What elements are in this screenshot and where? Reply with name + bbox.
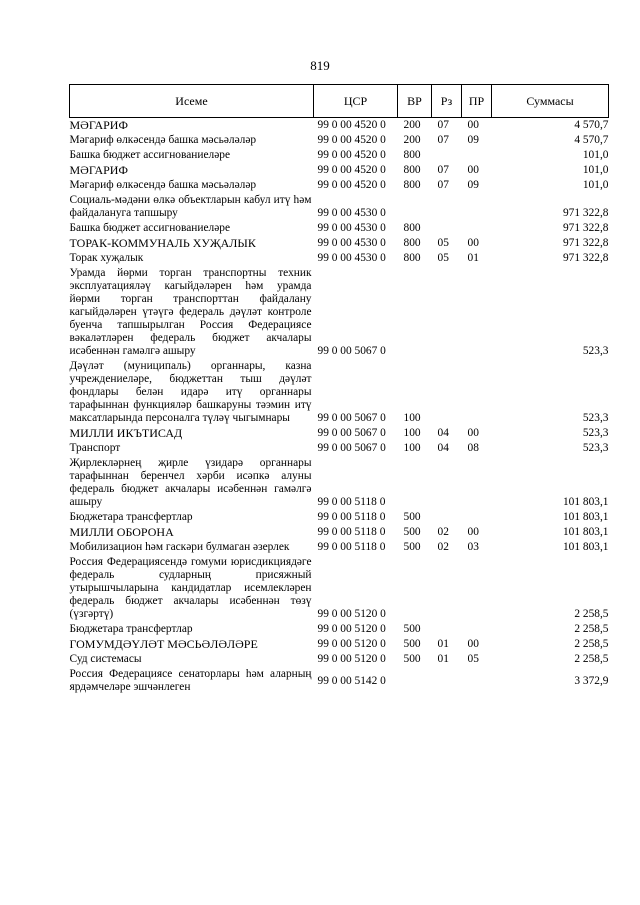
cell-csr: 99 0 00 5120 0 bbox=[317, 653, 386, 665]
cell-pr bbox=[462, 193, 492, 221]
table-body bbox=[70, 118, 609, 696]
cell-sum: 971 322,8 bbox=[562, 207, 609, 219]
cell-vr bbox=[398, 555, 432, 622]
cell-pr: 09 bbox=[467, 134, 479, 146]
cell-vr: 800 bbox=[403, 164, 421, 176]
cell-name: Торак хуҗалык bbox=[69, 252, 144, 264]
cell-vr: 500 bbox=[403, 511, 421, 523]
table-row bbox=[70, 456, 609, 510]
cell-pr bbox=[462, 359, 492, 426]
table-row bbox=[70, 133, 609, 148]
cell-vr: 800 bbox=[403, 149, 421, 161]
cell-sum: 101,0 bbox=[582, 164, 609, 176]
cell-pr: 03 bbox=[467, 541, 479, 553]
header-name: Исеме bbox=[70, 85, 314, 118]
cell-csr: 99 0 00 4520 0 bbox=[317, 134, 386, 146]
cell-rz: 01 bbox=[437, 638, 449, 650]
table-row bbox=[70, 555, 609, 622]
table-row bbox=[70, 193, 609, 221]
cell-rz bbox=[432, 193, 462, 221]
cell-name: МИЛЛИ ОБОРОНА bbox=[69, 525, 174, 539]
cell-sum: 523,3 bbox=[582, 442, 609, 454]
cell-rz bbox=[432, 667, 462, 695]
cell-csr: 99 0 00 5067 0 bbox=[317, 345, 386, 357]
table-row bbox=[70, 118, 609, 134]
cell-sum: 971 322,8 bbox=[562, 222, 609, 234]
cell-pr: 08 bbox=[467, 442, 479, 454]
cell-name: Бюджетара трансфертлар bbox=[69, 623, 193, 635]
header-sum: Суммасы bbox=[492, 85, 609, 118]
header-csr: ЦСР bbox=[314, 85, 398, 118]
cell-pr: 01 bbox=[467, 252, 479, 264]
cell-csr: 99 0 00 4530 0 bbox=[317, 222, 386, 234]
cell-pr: 00 bbox=[467, 164, 479, 176]
cell-sum: 971 322,8 bbox=[562, 237, 609, 249]
cell-rz: 02 bbox=[437, 541, 449, 553]
cell-name: МӘГАРИФ bbox=[69, 163, 128, 177]
table-row bbox=[70, 163, 609, 178]
cell-pr: 00 bbox=[467, 526, 479, 538]
cell-pr bbox=[462, 148, 492, 163]
table-row bbox=[70, 178, 609, 193]
cell-sum: 523,3 bbox=[582, 412, 609, 424]
cell-pr bbox=[462, 510, 492, 525]
cell-csr: 99 0 00 5118 0 bbox=[317, 496, 386, 508]
cell-vr: 800 bbox=[403, 179, 421, 191]
cell-name: Мәгариф өлкәсендә башка мәсьәләләр bbox=[69, 134, 257, 146]
cell-name: Башка бюджет ассигнованиеләре bbox=[69, 149, 231, 161]
cell-csr: 99 0 00 5067 0 bbox=[317, 427, 386, 439]
table-row bbox=[70, 251, 609, 266]
cell-rz: 04 bbox=[437, 442, 449, 454]
cell-vr: 800 bbox=[403, 237, 421, 249]
cell-name: Суд системасы bbox=[69, 653, 142, 665]
budget-table bbox=[69, 84, 609, 695]
table-row bbox=[70, 622, 609, 637]
cell-vr: 100 bbox=[403, 427, 421, 439]
cell-name: Урамда йөрми торган транспортны техник эксплуатацияләү кагыйдәләрен һәм урамда йөрми торган транспорттан файдалану кагыйдәләрен үтәүгә федераль дәүләт контроле буенча тапшырылган Россия Федерациясе вәкаләтләрен федераль бюджет акчалары исәбеннән гамәлгә ашыру bbox=[69, 267, 312, 357]
cell-vr bbox=[398, 456, 432, 510]
cell-rz bbox=[432, 148, 462, 163]
cell-sum: 523,3 bbox=[582, 345, 609, 357]
cell-vr: 200 bbox=[403, 119, 421, 131]
cell-sum: 971 322,8 bbox=[562, 252, 609, 264]
cell-rz bbox=[432, 266, 462, 359]
cell-rz: 07 bbox=[437, 164, 449, 176]
cell-pr bbox=[462, 221, 492, 236]
table-row bbox=[70, 359, 609, 426]
page-number: 819 bbox=[310, 58, 330, 73]
cell-name: Мобилизацион һәм гаскәри булмаган әзерлек bbox=[69, 541, 290, 553]
cell-name: ГОМУМДӘҮЛӘТ МӘСЬӘЛӘЛӘРЕ bbox=[69, 637, 258, 651]
cell-rz bbox=[432, 622, 462, 637]
table-row bbox=[70, 510, 609, 525]
cell-pr bbox=[462, 266, 492, 359]
cell-rz bbox=[432, 456, 462, 510]
table-row bbox=[70, 426, 609, 441]
cell-pr: 00 bbox=[467, 638, 479, 650]
cell-sum: 2 258,5 bbox=[574, 653, 609, 665]
cell-name: Җирлекләрнең җирле үзидарә органнары тарафыннан беренчел хәрби исәпкә алуны федераль бюджет акчалары исәбеннән гамәлгә ашыру bbox=[69, 457, 312, 508]
cell-rz bbox=[432, 221, 462, 236]
cell-sum: 2 258,5 bbox=[574, 608, 609, 620]
cell-vr: 500 bbox=[403, 623, 421, 635]
cell-sum: 101 803,1 bbox=[562, 511, 609, 523]
cell-rz: 07 bbox=[437, 179, 449, 191]
cell-vr: 500 bbox=[403, 653, 421, 665]
cell-rz: 05 bbox=[437, 252, 449, 264]
table-row bbox=[70, 667, 609, 695]
header-vr: ВР bbox=[398, 85, 432, 118]
cell-csr: 99 0 00 4530 0 bbox=[317, 207, 386, 219]
cell-vr bbox=[398, 266, 432, 359]
table-row bbox=[70, 236, 609, 251]
table-row bbox=[70, 266, 609, 359]
cell-sum: 101 803,1 bbox=[562, 526, 609, 538]
table-row bbox=[70, 637, 609, 652]
cell-csr: 99 0 00 5120 0 bbox=[317, 608, 386, 620]
table-row bbox=[70, 540, 609, 555]
cell-rz: 04 bbox=[437, 427, 449, 439]
cell-pr: 09 bbox=[467, 179, 479, 191]
table-row bbox=[70, 148, 609, 163]
cell-name: Башка бюджет ассигнованиеләре bbox=[69, 222, 231, 234]
cell-vr: 800 bbox=[403, 252, 421, 264]
table-row bbox=[70, 441, 609, 456]
cell-pr bbox=[462, 555, 492, 622]
cell-pr: 00 bbox=[467, 237, 479, 249]
cell-rz bbox=[432, 359, 462, 426]
cell-csr: 99 0 00 5118 0 bbox=[317, 541, 386, 553]
cell-sum: 101 803,1 bbox=[562, 541, 609, 553]
cell-name: Бюджетара трансфертлар bbox=[69, 511, 193, 523]
cell-vr: 100 bbox=[403, 442, 421, 454]
cell-rz: 07 bbox=[437, 119, 449, 131]
cell-csr: 99 0 00 5118 0 bbox=[317, 511, 386, 523]
header-pr: ПР bbox=[462, 85, 492, 118]
cell-csr: 99 0 00 4530 0 bbox=[317, 252, 386, 264]
cell-pr bbox=[462, 622, 492, 637]
table-row bbox=[70, 525, 609, 540]
cell-rz: 05 bbox=[437, 237, 449, 249]
cell-name: Социаль-мәдәни өлкә объектларын кабул итү һәм файдалануга тапшыру bbox=[69, 194, 312, 219]
cell-rz bbox=[432, 510, 462, 525]
cell-sum: 2 258,5 bbox=[574, 623, 609, 635]
cell-sum: 101 803,1 bbox=[562, 496, 609, 508]
table-row bbox=[70, 221, 609, 236]
cell-vr: 100 bbox=[403, 412, 421, 424]
cell-vr: 200 bbox=[403, 134, 421, 146]
cell-csr: 99 0 00 4530 0 bbox=[317, 237, 386, 249]
cell-rz bbox=[432, 555, 462, 622]
cell-name: Мәгариф өлкәсендә башка мәсьәләләр bbox=[69, 179, 257, 191]
cell-csr: 99 0 00 5120 0 bbox=[317, 638, 386, 650]
cell-sum: 4 570,7 bbox=[574, 119, 609, 131]
cell-rz: 01 bbox=[437, 653, 449, 665]
cell-sum: 4 570,7 bbox=[574, 134, 609, 146]
cell-sum: 2 258,5 bbox=[574, 638, 609, 650]
cell-csr: 99 0 00 5118 0 bbox=[317, 526, 386, 538]
cell-csr: 99 0 00 4520 0 bbox=[317, 179, 386, 191]
cell-pr: 00 bbox=[467, 119, 479, 131]
cell-rz: 07 bbox=[437, 134, 449, 146]
cell-name: Россия Федерациясендә гомуми юрисдикциядәге федераль судларның присяжный утырышчыларына кандидатлар исемлекләрен федераль бюджет акчалары исәбеннән төзү (үзгәртү) bbox=[69, 556, 312, 620]
cell-name: МИЛЛИ ИКЪТИСАД bbox=[69, 426, 183, 440]
cell-pr: 05 bbox=[467, 653, 479, 665]
cell-csr: 99 0 00 4520 0 bbox=[317, 164, 386, 176]
cell-name: Дәүләт (муниципаль) органнары, казна учреждениеләре, бюджеттан тыш дәүләт фондлары белән идарә итү органнары тарафыннан функцияләр башкаруны тәэмин итү максатларында персоналга түләү чыгымнары bbox=[69, 360, 312, 424]
cell-vr: 500 bbox=[403, 541, 421, 553]
cell-vr: 500 bbox=[403, 638, 421, 650]
cell-csr: 99 0 00 4520 0 bbox=[317, 119, 386, 131]
cell-pr: 00 bbox=[467, 427, 479, 439]
cell-csr: 99 0 00 5067 0 bbox=[317, 412, 386, 424]
cell-pr bbox=[462, 456, 492, 510]
header-rz: Рз bbox=[432, 85, 462, 118]
cell-csr: 99 0 00 4520 0 bbox=[317, 149, 386, 161]
table-row bbox=[70, 652, 609, 667]
cell-sum: 101,0 bbox=[582, 149, 609, 161]
cell-sum: 523,3 bbox=[582, 427, 609, 439]
cell-name: Транспорт bbox=[69, 442, 121, 454]
cell-csr: 99 0 00 5142 0 bbox=[317, 674, 386, 687]
cell-csr: 99 0 00 5120 0 bbox=[317, 623, 386, 635]
cell-rz: 02 bbox=[437, 526, 449, 538]
cell-vr: 500 bbox=[403, 526, 421, 538]
cell-name: Россия Федерациясе сенаторлары һәм аларның ярдәмчеләре эшчәнлеген bbox=[69, 668, 312, 693]
cell-sum: 101,0 bbox=[582, 179, 609, 191]
cell-vr: 800 bbox=[403, 222, 421, 234]
cell-pr bbox=[462, 667, 492, 695]
cell-name: МӘГАРИФ bbox=[69, 118, 128, 132]
cell-vr bbox=[398, 667, 432, 695]
table-header bbox=[70, 85, 609, 118]
cell-sum: 3 372,9 bbox=[574, 674, 609, 687]
cell-vr bbox=[398, 193, 432, 221]
cell-name: ТОРАК-КОММУНАЛЬ ХУҖАЛЫК bbox=[69, 236, 256, 250]
cell-csr: 99 0 00 5067 0 bbox=[317, 442, 386, 454]
